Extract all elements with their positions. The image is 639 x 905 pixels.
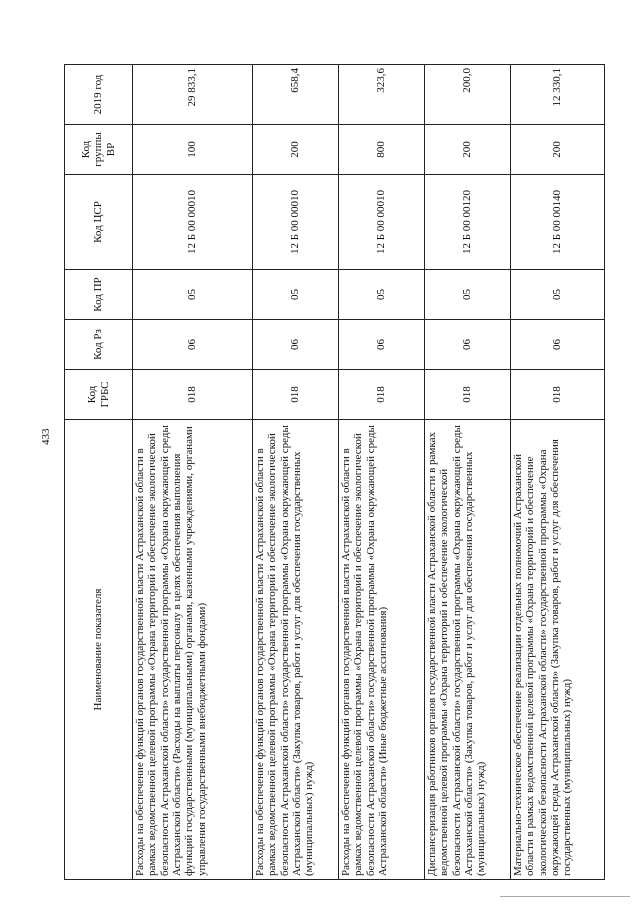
cell-csr: 12 Б 00 00140 xyxy=(511,175,605,270)
table-row xyxy=(253,65,339,880)
header-name: Наименование показателя xyxy=(65,420,133,880)
table-row xyxy=(511,65,605,880)
cell-pr: 05 xyxy=(511,270,605,320)
cell-year: 200,0 xyxy=(425,65,511,125)
cell-vr: 200 xyxy=(253,125,339,175)
cell-vr: 100 xyxy=(133,125,253,175)
header-rz: Код Рз xyxy=(65,320,133,370)
cell-csr: 12 Б 00 00010 xyxy=(133,175,253,270)
header-vr: Код группы ВР xyxy=(65,125,133,175)
cell-vr: 800 xyxy=(339,125,425,175)
cell-rz: 06 xyxy=(511,320,605,370)
cell-name: Диспансеризация работников органов государственной власти Астраханской области в рамках ведомственной целевой программы «Охрана территорий и обеспечение экологической безопасности Астраханской области» государственной программы «Охрана окружающей среды Астраханской области» (Закупка товаров, работ и услуг для обеспечения государственных (муниципальных) нужд) xyxy=(425,420,511,880)
header-csr: Код ЦСР xyxy=(65,175,133,270)
header-year: 2019 год xyxy=(65,65,133,125)
budget-table xyxy=(64,64,605,880)
cell-pr: 05 xyxy=(253,270,339,320)
header-pr: Код ПР xyxy=(65,270,133,320)
cell-grbs: 018 xyxy=(253,370,339,420)
table-row xyxy=(425,65,511,880)
cell-name: Материально-техническое обеспечение реализации отдельных полномочий Астраханской области в рамках ведомственной целевой программы «Охрана территорий и обеспечение экологической безопасности Астраханской области» государственной программы «Охрана окружающей среды Астраханской области» (Закупка товаров, работ и услуг для обеспечения государственных (муниципальных) нужд) xyxy=(511,420,605,880)
cell-rz: 06 xyxy=(253,320,339,370)
cell-name: Расходы на обеспечение функций органов государственной власти Астраханской области в рамках ведомственной целевой программы «Охрана территорий и обеспечение экологической безопасности Астраханской области» государственной программы «Охрана окружающей среды Астраханской области» (Расходы на выплаты персоналу в целях обеспечения выполнения функций государственными (муниципальными) органами, казенными учреждениями, органами управления государственными внебюджетными фондами) xyxy=(133,420,253,880)
cell-year: 12 330,1 xyxy=(511,65,605,125)
cell-rz: 06 xyxy=(339,320,425,370)
cell-pr: 05 xyxy=(339,270,425,320)
cell-grbs: 018 xyxy=(339,370,425,420)
table-header-row xyxy=(65,65,133,880)
header-grbs: Код ГРБС xyxy=(65,370,133,420)
cell-csr: 12 Б 00 00010 xyxy=(339,175,425,270)
cell-name: Расходы на обеспечение функций органов государственной власти Астраханской области в рамках ведомственной целевой программы «Охрана территорий и обеспечение экологической безопасности Астраханской области» государственной программы «Охрана окружающей среды Астраханской области» (Иные бюджетные ассигнования) xyxy=(339,420,425,880)
cell-grbs: 018 xyxy=(133,370,253,420)
rotated-page xyxy=(64,65,604,880)
cell-rz: 06 xyxy=(133,320,253,370)
scan-edge-line xyxy=(500,896,630,897)
cell-csr: 12 Б 00 00120 xyxy=(425,175,511,270)
cell-pr: 05 xyxy=(133,270,253,320)
cell-pr: 05 xyxy=(425,270,511,320)
cell-vr: 200 xyxy=(425,125,511,175)
cell-name: Расходы на обеспечение функций органов государственной власти Астраханской области в рамках ведомственной целевой программы «Охрана территорий и обеспечение экологической безопасности Астраханской области» государственной программы «Охрана окружающей среды Астраханской области» (Закупка товаров, работ и услуг для обеспечения государственных (муниципальных) нужд) xyxy=(253,420,339,880)
table-row xyxy=(339,65,425,880)
cell-grbs: 018 xyxy=(425,370,511,420)
cell-vr: 200 xyxy=(511,125,605,175)
table-row xyxy=(133,65,253,880)
cell-year: 658,4 xyxy=(253,65,339,125)
cell-rz: 06 xyxy=(425,320,511,370)
cell-csr: 12 Б 00 00010 xyxy=(253,175,339,270)
cell-year: 323,6 xyxy=(339,65,425,125)
cell-grbs: 018 xyxy=(511,370,605,420)
page-number: 433 xyxy=(40,428,52,445)
cell-year: 29 833,1 xyxy=(133,65,253,125)
